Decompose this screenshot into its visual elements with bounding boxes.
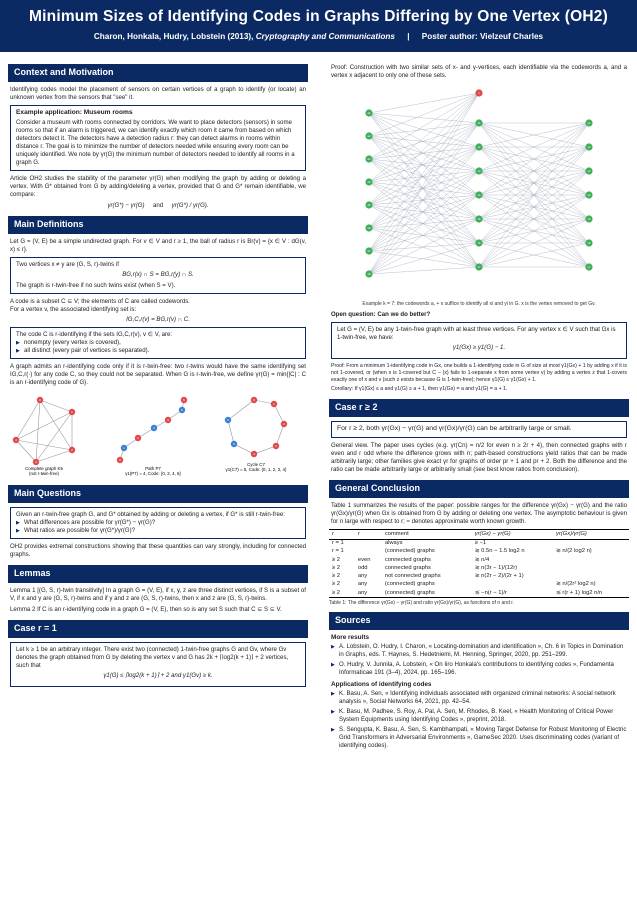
results-cell: connected graphs — [384, 564, 431, 571]
results-cell — [553, 539, 629, 548]
corollary: Corollary: If γ1(Gx) ≤ a and γ1(G) ≥ a + 1, then γ1(Gx) = a and γ1(G) = a + 1. — [331, 386, 508, 393]
case1-text: Let k ≥ 1 be an arbitrary integer. There exist two (connected) 1-twin-free graphs G and Gv, where Gv denotes the graph obtained from G by deleting the vertex v and G has 2k + ⌈log2(k + 1)⌉ + 2 vertices, such that — [16, 646, 289, 670]
results-cell: ≥ 2 — [332, 556, 341, 563]
results-cell: ≳ n(3r − 1)/(12r) — [474, 564, 518, 571]
results-row — [329, 581, 629, 589]
twins-line: Two vertices x ≠ y are (G, S, r)-twins if — [16, 260, 119, 268]
results-cell — [553, 565, 629, 573]
construction-top-node-label: x — [478, 91, 480, 96]
conclusion-text: Table 1 summarizes the results of the paper: possible ranges for the difference γr(Gx) − γr(G) and the ratio γr(Gx)/γr(G) when Gx is obtained from G by adding or deleting one vertex. The asymptotic behaviour is given for n large with respect to r; ≈ denotes approximate worth known growth. — [331, 502, 627, 526]
k5-label-2: 2 — [71, 448, 73, 453]
lemma-2: Lemma 2 If C is an r-identifying code in a graph G = (V, E), then so is any set S such that C ⊆ S ⊆ V. — [10, 606, 282, 614]
results-cell: ≳ n/(2r² log2 n) — [555, 581, 596, 588]
twins-box — [10, 257, 306, 294]
k5-label-0: 0 — [39, 398, 41, 403]
k5-label-3: 3 — [35, 460, 37, 465]
results-cell: ≲ −n(r − 1)/r — [472, 589, 553, 598]
p7-node-label: 1 — [123, 446, 125, 451]
construction-x-node-label: x3 — [477, 169, 481, 174]
results-col-r: r — [329, 530, 355, 540]
construction-figure — [329, 83, 629, 297]
construction-a-node-label: a7 — [367, 249, 371, 254]
results-table-header — [329, 530, 629, 540]
results-cell: r = 1 — [332, 548, 344, 555]
lower-bound-text: Let G = (V, E) be any 1-twin-free graph with at least three vertices. For any vertex x ∈ V such that Gx is 1-twin-free, we have: — [337, 325, 616, 341]
construction-a-node-label: a4 — [367, 180, 371, 185]
construction-y-node-label: y3 — [587, 169, 591, 174]
ridf-line: The code C is r-identifying if the sets IG,C,r(v), v ∈ V, are: — [16, 331, 173, 339]
results-cell: any — [357, 581, 368, 588]
construction-a-node-label: a3 — [367, 157, 371, 162]
results-col-comment: comment — [382, 530, 472, 540]
results-row — [329, 573, 629, 581]
section-questions-heading: Main Questions — [8, 485, 308, 503]
section-case1-heading: Case r = 1 — [8, 620, 308, 638]
results-cell — [355, 548, 382, 556]
results-cell: (connected) graphs — [384, 548, 435, 555]
section-definitions-heading: Main Definitions — [8, 216, 308, 234]
ridf-bullet-2: ▶ all distinct (every pair of vertices is separated). — [16, 347, 300, 355]
construction-y-node-label: y1 — [587, 121, 591, 126]
ridf-box — [10, 327, 306, 359]
results-cell: ≥ 2 — [329, 589, 355, 598]
graph-examples-figure — [8, 390, 308, 478]
construction-x-node-label: x4 — [477, 193, 481, 198]
results-col-r2: r — [355, 530, 382, 540]
reference-item: ▶ K. Basu, M. Padhee, S. Roy, A. Pal, A. Sen, M. Rhodes, B. Keel, « Health Monitoring of Critical Power System Equipments using Identifying Codes », preprint, 2018. — [331, 708, 627, 724]
reference-item: ▶ O. Hudry, V. Junnila, A. Lobstein, « On Iiro Honkala's contributions to identifying codes », Fundamenta Informaticae 191 (3–4), 2024, pp. 165–196. — [331, 661, 627, 677]
ridf-bullet-1: ▶ nonempty (every vertex is covered), — [16, 339, 300, 347]
k5-graph — [13, 397, 75, 476]
results-cell: any — [357, 573, 368, 580]
p7-node-label: 5 — [181, 408, 183, 413]
context-intro: Identifying codes model the placement of sensors on certain vertices of a graph to identify (or locate) an unknown vertex from the sensors that "see" it. — [10, 85, 306, 101]
c7-caption-2: γ1(C7) = 5, Code: {0, 1, 2, 3, 4} — [225, 467, 287, 473]
construction-y-node-label: y2 — [587, 145, 591, 150]
section-lemmas-heading: Lemmas — [8, 565, 308, 583]
open-question: Open question: Can we do better? — [331, 310, 431, 318]
k5-caption-1: Complete graph K5 — [25, 466, 63, 472]
results-cell: ≳ n(2r − 2)/(2r + 1) — [474, 573, 524, 580]
eq-right: γr(G*) / γr(G). — [171, 201, 209, 209]
results-cell: ≳ n/(2 log2 n) — [555, 548, 592, 555]
results-cell: odd — [357, 564, 368, 571]
results-cell: r = 1 — [332, 540, 344, 547]
eq-and: and — [153, 201, 164, 209]
case2-general: General view. The paper uses cycles (e.g. γr(Cn) = n/2 for even n ≥ 2r + 4), then connected graphs with r even and r odd where the difference grows with n; path-based constructions yield ratios that can be made arbitrarily large; other families give exact γr for graphs of order pr + 1 and pr + 2. Both the difference and the ratio can be made arbitrarily large or arbitrarily small (see best know ratios from conclusion). — [331, 442, 627, 474]
k5-caption-2: (not r-twin-free) — [28, 471, 60, 477]
k5-label-4: 4 — [15, 438, 17, 443]
construction-y-node-label: y7 — [587, 265, 591, 270]
results-row — [329, 556, 629, 564]
example-box — [10, 105, 306, 171]
results-row — [329, 539, 629, 548]
construction-x-node-label: x5 — [477, 217, 481, 222]
poster-author: Poster author: Vielzeuf Charles — [421, 32, 544, 42]
construction-y-node-label: y5 — [587, 217, 591, 222]
lemma-1: Lemma 1 [(G, S, r)-twin transitivity] In a graph G = (V, E), if x, y, z are three distinct vertices, if S is a subset of V, if x and y are (G, S, r)-twins and if y and z are (G, S, r)-twins, then x and z are (G, S, r)-twins. — [10, 587, 306, 603]
c7-caption-1: Cycle C7 — [247, 462, 265, 468]
construction-y-node-label: y4 — [587, 193, 591, 198]
construction-y-node-label: y6 — [587, 241, 591, 246]
results-cell — [553, 556, 629, 564]
left-column — [8, 64, 308, 691]
authors: Charon, Honkala, Hudry, Lobstein (2013), — [93, 32, 254, 42]
case1-box — [10, 642, 306, 687]
results-row — [329, 589, 629, 598]
results-cell — [472, 581, 553, 589]
p7-node-label: 2 — [137, 436, 139, 441]
results-cell: ≲ r(r + 1) log2 n/n — [553, 589, 629, 598]
c7-node-label: 6 — [227, 418, 229, 423]
p7-node-label: 3 — [153, 426, 155, 431]
section-sources-heading: Sources — [329, 612, 629, 630]
questions-intro: Given an r-twin-free graph G, and G* obtained by adding or deleting a vertex, if G* is still r-twin-free: — [16, 511, 285, 519]
poster-banner — [0, 0, 637, 52]
results-cell: ≳ 0.5n − 1.5 log2 n — [474, 548, 525, 555]
p7-node-label: 0 — [119, 458, 121, 463]
context-equation — [8, 202, 308, 210]
results-cell: (connected) graphs — [382, 589, 472, 598]
p7-graph — [117, 397, 187, 476]
construction-a-node-label: a8 — [367, 272, 371, 277]
idset-line: For a vertex v, the associated identifying set is: — [10, 306, 137, 314]
defs-p1: Let G = (V, E) be a simple undirected graph. For v ∈ V and r ≥ 1, the ball of radius r is Br(v) = {x ∈ V : dG(v, x) ≤ r}. — [10, 237, 306, 253]
case1-eq: γ1(G) ≤ ⌈log2(k + 1)⌉ + 2 and γ1(Gv) ≥ k. — [103, 672, 213, 680]
results-cell — [355, 539, 382, 548]
c7-node-label: 2 — [283, 422, 285, 427]
reference-item: ▶ A. Lobstein, O. Hudry, I. Charon, « Locating-domination and identification », Ch. 6 in Topics in Domination in Graphs, eds. T. Haynes, S. Hedetniemi, M. Henning, Springer, 2020, pp. 251–299. — [331, 643, 627, 659]
proof2-text: Proof: From a minimum 1-identifying code in Gx, one builds a 1-identifying code in G of size at most γ1(Gx) + 1 by adding x if it is not 1-covered, or (when x is 1-covered but C − {x} fails to 1-separate x from some vertex v) by adding a vertex z that 1-covers exactly one of x and v (such z exists because G is 1-twin-free); hence γ1(G) ≤ γ1(Gx) + 1. — [331, 362, 627, 383]
venue: Cryptography and Communications — [255, 32, 395, 42]
question-2: ▶ What ratios are possible for γr(G*)/γr(G)? — [16, 527, 300, 535]
twins-eq: BG,r(x) ∩ S = BG,r(y) ∩ S. — [122, 270, 194, 278]
poster-subtitle — [0, 32, 637, 43]
questions-box — [10, 507, 306, 539]
results-cell: even — [357, 556, 371, 563]
results-cell: (connected) graphs — [384, 581, 435, 588]
construction-a-node-label: a5 — [367, 203, 371, 208]
results-cell: ≥ 2 — [332, 564, 341, 571]
results-cell: ≥ −1 — [474, 540, 487, 547]
p7-caption-2: γ1(P7) = 4, Code: {0, 2, 4, 6} — [125, 471, 181, 477]
questions-closing: OH2 provides extremal constructions showing that these quantities can vary strongly, including for connected graphs. — [10, 543, 306, 559]
construction-a-node-label: a2 — [367, 134, 371, 139]
k5-label-1: 1 — [71, 410, 73, 415]
twinfree-line: The graph is r-twin-free if no such twins exist (when S = V). — [16, 281, 176, 289]
reference-item: ▶ S. Sengupta, K. Basu, A. Sen, S. Kambhampati, « Moving Target Defense for Robust Monitoring of Electric Grid Transformers in Adversarial Environments », GameSec 2020. Uses discriminating codes (variant of identifying codes). — [331, 726, 627, 750]
c7-node-label: 0 — [253, 398, 255, 403]
results-col-ratio: γr(Gx)/γr(G) — [553, 530, 629, 540]
question-1: ▶ What differences are possible for γr(G*) − γr(G)? — [16, 519, 300, 527]
lower-bound-eq: γ1(Gx) ≥ γ1(G) − 1. — [452, 343, 506, 351]
example-title: Example application: Museum rooms — [16, 108, 133, 116]
poster-title: Minimum Sizes of Identifying Codes in Graphs Differing by One Vertex (OH2) — [29, 8, 608, 25]
reference-item: ▶ K. Basu, A. Sen, « Identifying individuals associated with organized criminal networks: A social network analysis », Social Networks 64, 2021, pp. 42–54. — [331, 690, 627, 706]
results-cell: connected graphs — [384, 556, 431, 563]
section-case2-heading: Case r ≥ 2 — [329, 399, 629, 417]
results-col-diff: γr(Gx) − γr(G) — [472, 530, 553, 540]
results-table-caption: Table 1: The difference γr(Gx) − γr(G) and ratio γr(Gx)/γr(G), as functions of n and r. — [329, 600, 515, 607]
lower-bound-box — [331, 322, 627, 359]
case2-box: For r ≥ 2, both γr(Gx) − γr(G) and γr(Gx)/γr(G) can be arbitrarily large or small. — [331, 421, 627, 438]
defs-closing: A graph admits an r-identifying code only if it is r-twin-free: two r-twins would have the same identifying set IG,C,r(·) for any code C, so they could not be separated. When G is r-twin-free, we define γr(G) = min{|C| : C is an r-identifying code of G}. — [10, 363, 306, 387]
proof1-text: Proof: Construction with two similar sets of x- and y-vertices, each identifiable via the codewords a, and a vertex x adjacent to only one of these sets. — [331, 64, 627, 80]
section-conclusion-heading: General Conclusion — [329, 480, 629, 498]
separator: | — [407, 32, 410, 42]
c7-node-label: 4 — [253, 452, 255, 457]
results-cell: ≥ 2 — [332, 581, 341, 588]
p7-node-label: 6 — [183, 398, 185, 403]
results-row — [329, 565, 629, 573]
construction-a-node-label: a1 — [367, 111, 371, 116]
results-cell: always — [384, 540, 403, 547]
results-row — [329, 548, 629, 556]
results-cell — [553, 573, 629, 581]
section-context-heading: Context and Motivation — [8, 64, 308, 82]
c7-node-label: 5 — [233, 442, 235, 447]
results-table — [329, 529, 629, 598]
context-study: Article OH2 studies the stability of the parameter γr(G) when modifying the graph by adding or deleting a vertex. With G* obtained from G by adding/deleting a vertex, provided that G and G* remain identifiable, we compare: — [10, 174, 306, 198]
results-cell: any — [355, 589, 382, 598]
c7-graph — [225, 397, 287, 472]
construction-caption: Example k = 7: the codewords a, + x suffice to identify all xi and yi in G. x is the vertex removed to get Gv. — [362, 301, 596, 308]
c7-node-label: 1 — [273, 402, 275, 407]
idset-eq: IG,C,r(v) = BG,r(v) ∩ C. — [126, 316, 190, 324]
right-column — [329, 64, 629, 752]
results-cell: ≳ n/4 — [474, 556, 490, 563]
construction-x-node-label: x7 — [477, 265, 481, 270]
eq-left: γr(G*) − γr(G) — [107, 201, 145, 209]
construction-x-node-label: x6 — [477, 241, 481, 246]
more-results-heading: More results — [331, 633, 370, 641]
applications-heading: Applications of identifying codes — [331, 680, 432, 688]
construction-a-node-label: a6 — [367, 226, 371, 231]
construction-x-node-label: x1 — [477, 121, 481, 126]
c7-node-label: 3 — [275, 444, 277, 449]
construction-x-node-label: x2 — [477, 145, 481, 150]
example-text: Consider a museum with rooms connected by corridors. We want to place detectors (sensors) in some rooms so that if an alarm is triggered, we can identify exactly which room it came from based on which detectors detect it. The detectors have a detection radius r: they can detect alarms in rooms within distance r. The goal is to minimize the number of detectors needed while ensuring every room can be uniquely identified. We note by γr(G) the minimum number of detectors needed to identify all rooms in a graph G. — [16, 118, 295, 166]
p7-caption-1: Path P7 — [145, 466, 161, 472]
code-line: A code is a subset C ⊆ V; the elements of C are called codewords. — [10, 297, 190, 305]
results-cell: not connected graphs — [384, 573, 441, 580]
results-cell: ≥ 2 — [332, 573, 341, 580]
p7-node-label: 4 — [167, 418, 169, 423]
